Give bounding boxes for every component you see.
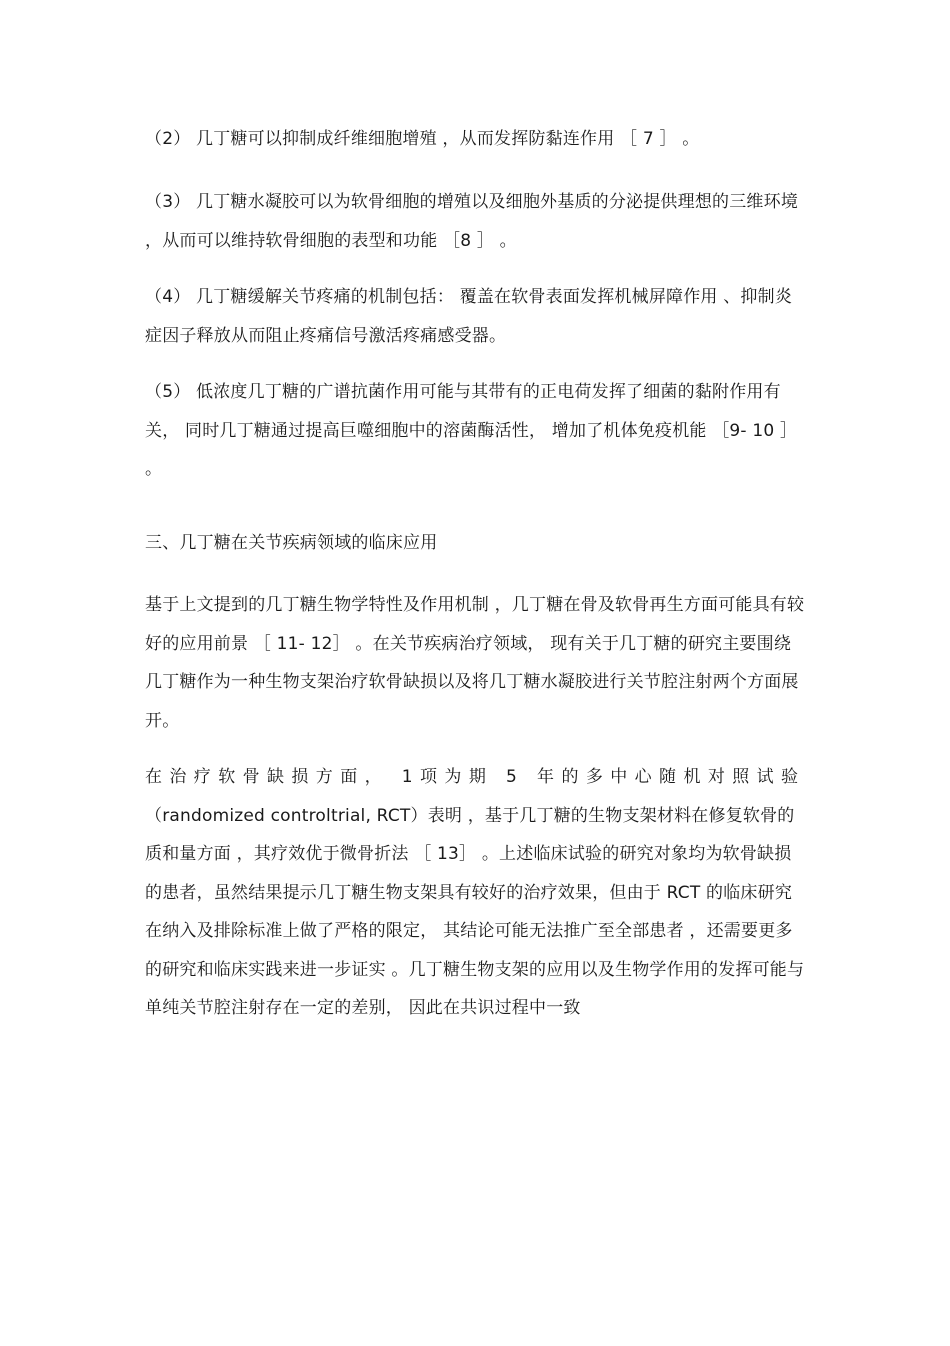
paragraph-point-2: （2） 几丁糖可以抑制成纤维细胞增殖 ，从而发挥防黏连作用 ［ 7 ］ 。 [145, 129, 700, 149]
paragraph-point-4: （4） 几丁糖缓解关节疼痛的机制包括： 覆盖在软骨表面发挥机械屏障作用 、抑制炎症因子释放从而阻止疼痛信号激活疼痛感受器。 [145, 287, 793, 346]
paragraph-clinical-trials [145, 758, 807, 1028]
paragraph-continuation: 验（randomized controltrial, RCT）表明 ，基于几丁糖的生物支架材料在修复软骨的质和量方面 ，其疗效优于微骨折法 ［ 13］ 。上述临床试验的研究对象均为软骨缺损的患者，虽然结果提示几丁糖生物支架具有较好的治疗效果，但由于 RCT 的临床研究在纳入及排除标准上做了严格的限定， 其结论可能无法推广至全部患者 ，还需要更多的研究和临床实践来进一步证实 。几丁糖生物支架的应用以及生物学作用的发挥可能与单纯关节腔注射存在一定的差别， 因此在共识过程中一致 [145, 767, 805, 1018]
paragraph-section-intro: 基于上文提到的几丁糖生物学特性及作用机制 ，几丁糖在骨及软骨再生方面可能具有较好的应用前景 ［ 11- 12］ 。在关节疾病治疗领域， 现有关于几丁糖的研究主要围绕几丁糖作为一种生物支架治疗软骨缺损以及将几丁糖水凝胶进行关节腔注射两个方面展开。 [145, 595, 805, 731]
paragraph-point-5: （5） 低浓度几丁糖的广谱抗菌作用可能与其带有的正电荷发挥了细菌的黏附作用有关， 同时几丁糖通过提高巨噬细胞中的溶菌酶活性， 增加了机体免疫机能 ［9- 10 ］ 。 [145, 382, 798, 479]
paragraph-first-line: 在治疗软骨缺损方面， 1项为期 5 年的多中心随机对照试 [145, 767, 782, 787]
section-heading: 三、几丁糖在关节疾病领域的临床应用 [145, 533, 438, 553]
paragraph-point-3: （3） 几丁糖水凝胶可以为软骨细胞的增殖以及细胞外基质的分泌提供理想的三维环境 ，从而可以维持软骨细胞的表型和功能 ［8 ］ 。 [145, 192, 799, 251]
